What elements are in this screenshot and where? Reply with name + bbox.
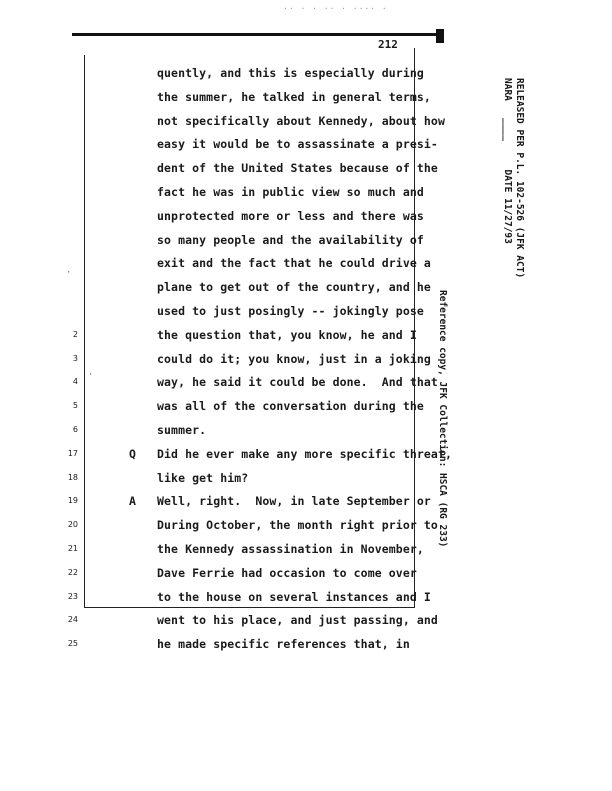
transcript-line — [0, 207, 424, 227]
margin-mark: · — [88, 370, 94, 380]
testimony-text: Did he ever make any more specific threat, — [157, 446, 452, 461]
line-number: 22 — [67, 567, 78, 577]
transcript-line — [0, 421, 414, 441]
testimony-text: Well, right. Now, in late September or — [157, 494, 431, 509]
testimony-text: way, he said it could be done. And that — [157, 375, 438, 390]
transcript-line — [0, 635, 414, 655]
transcript-line — [0, 588, 431, 608]
line-number: 18 — [67, 472, 78, 482]
testimony-text: the Kennedy assassination in November, — [157, 542, 424, 556]
transcript-line — [0, 112, 445, 132]
testimony-text: exit and the fact that he could drive a — [157, 256, 431, 271]
line-number: 24 — [67, 615, 78, 625]
testimony-text: could do it; you know, just in a joking — [157, 351, 431, 366]
testimony-text: Dave Ferrie had occasion to come over — [157, 565, 417, 580]
line-number: 2 — [72, 329, 78, 339]
release-stamp-text — [501, 78, 525, 278]
top-scribble: .. . . .. . .... . — [283, 2, 388, 11]
transcript-line — [0, 254, 431, 274]
release-stamp-line2: NARA ____ DATE 11/27/93 — [502, 78, 513, 244]
transcript-line — [0, 231, 424, 251]
reference-copy-note: Reference copy, JFK Collection: HSCA (RG 233) — [437, 290, 448, 548]
transcript-line — [0, 88, 431, 108]
line-number: 4 — [72, 377, 78, 387]
transcript-line — [0, 278, 431, 298]
testimony-text: used to just posingly -- jokingly pose — [157, 304, 424, 318]
testimony-text: was all of the conversation during the — [157, 399, 424, 414]
testimony-text: unprotected more or less and there was — [157, 208, 424, 223]
transcript-line — [0, 445, 452, 465]
testimony-text: went to his place, and just passing, and — [157, 613, 438, 628]
transcript-line — [0, 469, 414, 489]
transcript-line — [0, 159, 438, 179]
line-number: 19 — [67, 496, 78, 506]
testimony-text: summer. — [157, 423, 207, 437]
page-number: 212 — [378, 38, 398, 51]
top-tab — [436, 29, 444, 43]
transcript-line — [0, 611, 438, 631]
transcript-line — [0, 373, 438, 393]
testimony-text: so many people and the availability of — [157, 232, 424, 247]
testimony-text: like get him? — [157, 470, 249, 485]
transcript-line — [0, 540, 424, 560]
testimony-text: plane to get out of the country, and he — [157, 280, 431, 295]
release-stamp — [502, 78, 525, 288]
top-rule — [72, 33, 440, 36]
testimony-text: the question that, you know, he and I — [157, 327, 417, 342]
release-stamp-line1: RELEASED PER P.L. 102-526 (JFK ACT) — [514, 78, 525, 279]
transcript-line — [0, 302, 424, 322]
speaker-label: A — [129, 494, 136, 509]
transcript-line — [0, 350, 431, 370]
testimony-text: not specifically about Kennedy, about how — [157, 113, 445, 128]
line-number: 23 — [67, 591, 78, 601]
testimony-text: the summer, he talked in general terms, — [157, 89, 431, 104]
transcript-line — [0, 64, 424, 84]
line-number: 6 — [72, 425, 78, 434]
line-number: 20 — [67, 520, 78, 530]
testimony-text: During October, the month right prior to — [157, 518, 438, 533]
testimony-text: he made specific references that, in — [157, 637, 410, 652]
line-number: 25 — [67, 639, 78, 649]
transcript-line — [0, 183, 424, 203]
transcript-line — [0, 564, 417, 584]
margin-mark: · — [66, 268, 72, 278]
testimony-text: quently, and this is especially during — [157, 66, 424, 80]
testimony-text: dent of the United States because of the — [157, 161, 438, 176]
line-number: 21 — [67, 544, 78, 553]
testimony-text: easy it would be to assassinate a presi- — [157, 137, 438, 152]
transcript-line — [0, 326, 417, 346]
testimony-text: to the house on several instances and I — [157, 589, 431, 604]
transcript-line — [0, 397, 424, 417]
transcript-line — [0, 492, 431, 512]
line-number: 5 — [72, 401, 78, 411]
line-number: 17 — [67, 448, 78, 458]
transcript-line — [0, 135, 438, 155]
speaker-label: Q — [129, 446, 136, 461]
testimony-text: fact he was in public view so much and — [157, 185, 424, 199]
line-number: 3 — [72, 353, 78, 363]
transcript-line — [0, 516, 438, 536]
